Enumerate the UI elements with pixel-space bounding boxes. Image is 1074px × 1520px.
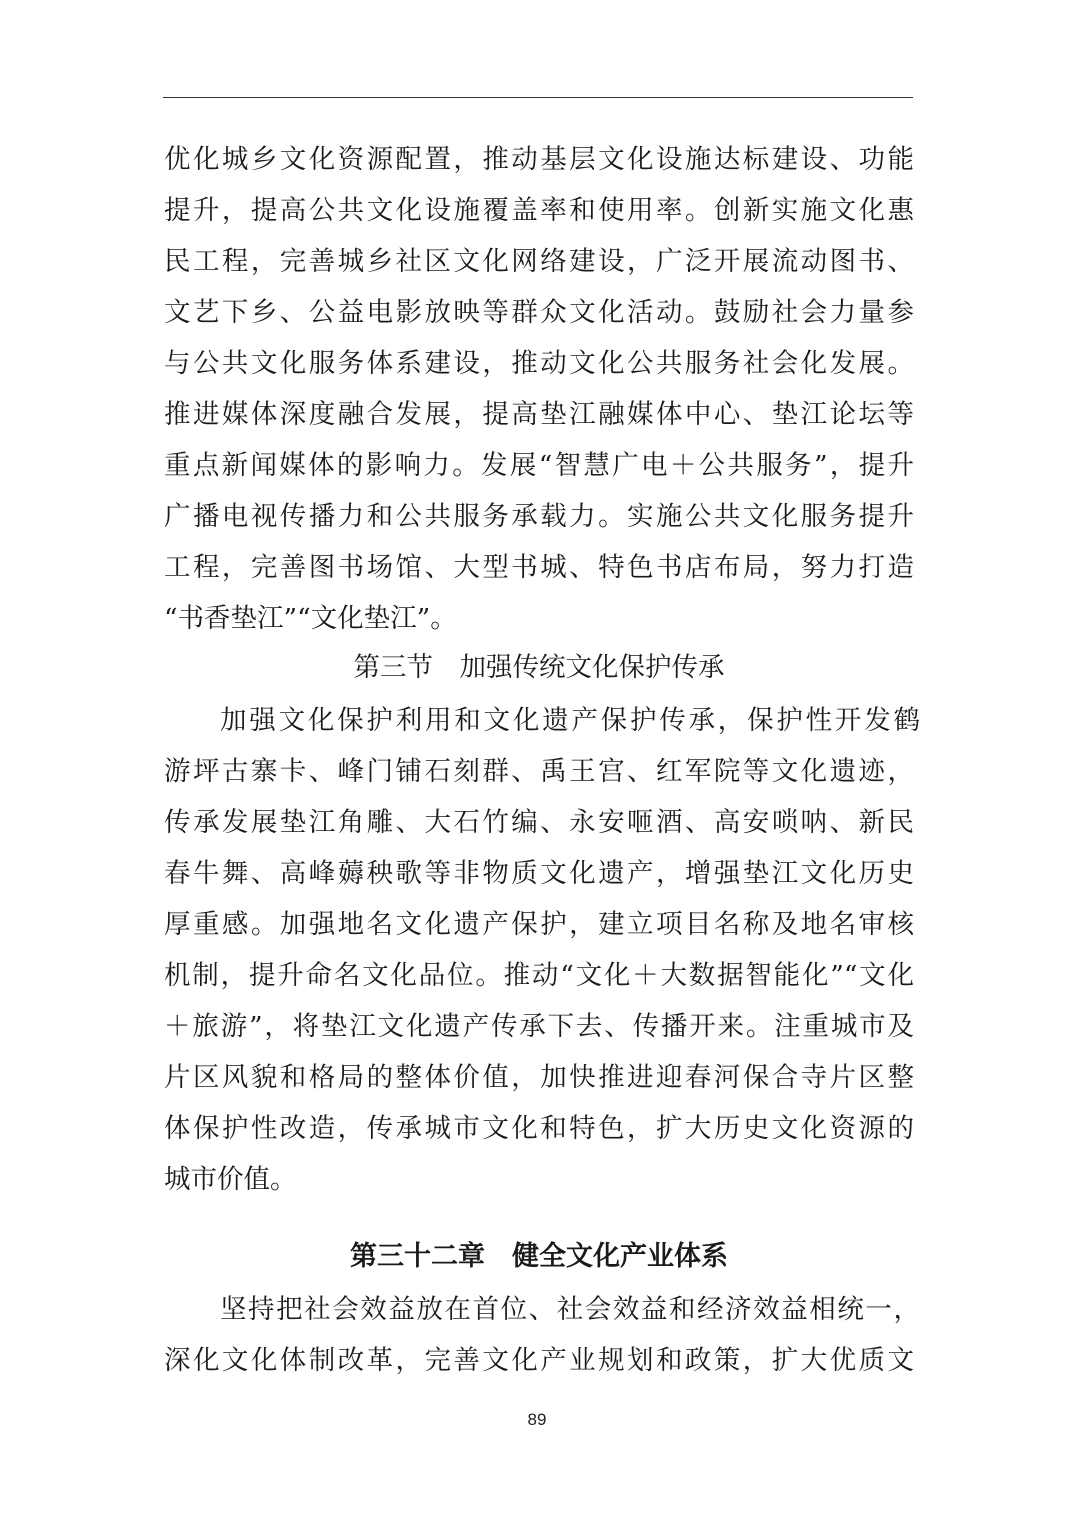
body-text-line: ＋旅游”，将垫江文化遗产传承下去、传播开来。注重城市及 (164, 1011, 914, 1042)
body-text-line: 民工程，完善城乡社区文化网络建设，广泛开展流动图书、 (164, 246, 914, 277)
body-text-line: 提升，提高公共文化设施覆盖率和使用率。创新实施文化惠 (164, 195, 914, 226)
section-title: 第三节 加强传统文化保护传承 (353, 652, 725, 683)
body-text-line: 坚持把社会效益放在首位、社会效益和经济效益相统一， (220, 1294, 920, 1325)
body-text-line: 深化文化体制改革，完善文化产业规划和政策，扩大优质文 (164, 1345, 914, 1376)
body-text-line: 重点新闻媒体的影响力。发展“智慧广电＋公共服务”，提升 (164, 450, 914, 481)
body-text-line: 工程，完善图书场馆、大型书城、特色书店布局，努力打造 (164, 552, 914, 583)
header-rule (163, 97, 913, 98)
body-text-line: 传承发展垫江角雕、大石竹编、永安咂酒、高安唢呐、新民 (164, 807, 914, 838)
body-text-line: 文艺下乡、公益电影放映等群众文化活动。鼓励社会力量参 (164, 297, 914, 328)
body-text-line: 厚重感。加强地名文化遗产保护，建立项目名称及地名审核 (164, 909, 914, 940)
body-text-line: 推进媒体深度融合发展，提高垫江融媒体中心、垫江论坛等 (164, 399, 914, 430)
chapter-title: 第三十二章 健全文化产业体系 (350, 1241, 728, 1272)
body-text-line: 与公共文化服务体系建设，推动文化公共服务社会化发展。 (164, 348, 914, 379)
body-text-line: 加强文化保护利用和文化遗产保护传承，保护性开发鹤 (220, 705, 920, 736)
body-text-line: 城市价值。 (164, 1164, 297, 1195)
body-text-line: 游坪古寨卡、峰门铺石刻群、禹王宫、红军院等文化遗迹， (164, 756, 914, 787)
body-text-line: 机制，提升命名文化品位。推动“文化＋大数据智能化”“文化 (164, 960, 914, 991)
body-text-line: 春牛舞、高峰薅秧歌等非物质文化遗产，增强垫江文化历史 (164, 858, 914, 889)
body-text-line: 片区风貌和格局的整体价值，加快推进迎春河保合寺片区整 (164, 1062, 914, 1093)
body-text-line: 优化城乡文化资源配置，推动基层文化设施达标建设、功能 (164, 144, 914, 175)
body-text-line: 体保护性改造，传承城市文化和特色，扩大历史文化资源的 (164, 1113, 914, 1144)
body-text-line: 广播电视传播力和公共服务承载力。实施公共文化服务提升 (164, 501, 914, 532)
body-text-line: “书香垫江”“文化垫江”。 (164, 603, 457, 634)
page-number: 89 (527, 1410, 547, 1429)
